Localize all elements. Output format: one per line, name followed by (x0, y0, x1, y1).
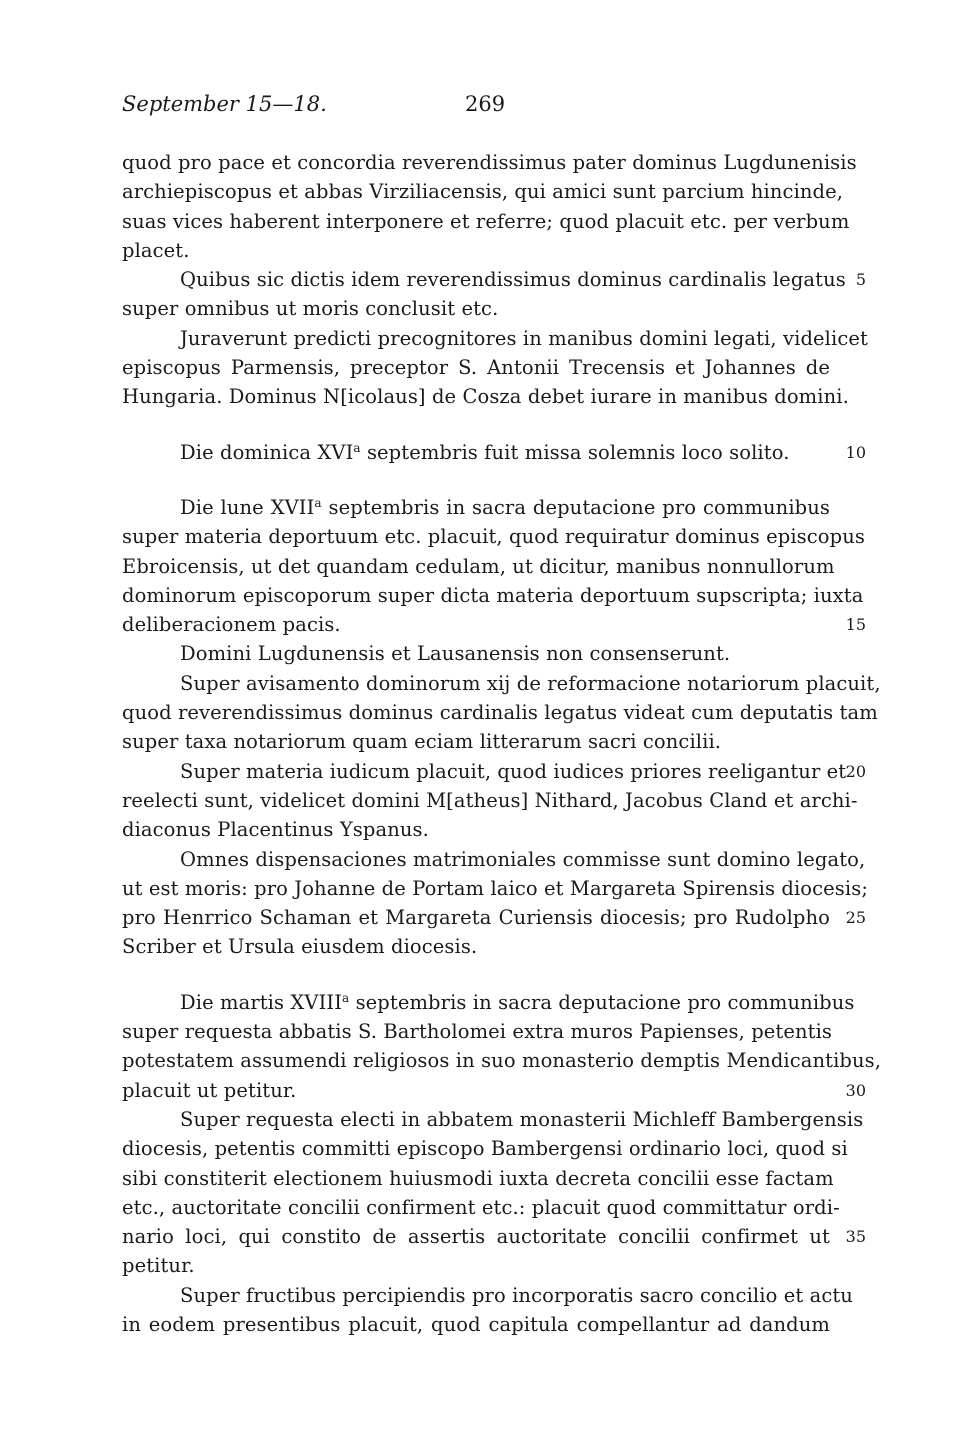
line-text: etc., auctoritate concilii confirment etc.: placuit quod committatur ordi- (122, 1195, 840, 1219)
paragraph-gap (122, 962, 830, 988)
line-number: 25 (845, 908, 866, 928)
line-text: Scriber et Ursula eiusdem diocesis. (122, 935, 478, 959)
text-line-row (122, 610, 866, 639)
text-line-row (122, 236, 830, 265)
text-line-row (122, 988, 855, 1017)
ordinal-superscript: a (342, 990, 350, 1005)
text-line-row (122, 698, 878, 727)
text-line (122, 727, 830, 756)
line-text: ut est moris: pro Johanne de Portam laico et Margareta Spirensis diocesis; (122, 876, 869, 900)
line-text: Die lune XVII (180, 495, 315, 519)
text-line (122, 786, 858, 815)
text-line (122, 207, 850, 236)
line-text: super requesta abbatis S. Bartholomei extra muros Papienses, petentis (122, 1020, 833, 1044)
text-line-row (122, 324, 868, 353)
text-line-row (122, 265, 866, 294)
line-text: archiepiscopus et abbas Virziliacensis, qui amici sunt parcium hincinde, (122, 180, 844, 204)
line-text: diocesis, petentis committi episcopo Bambergensi ordinario loci, quod si (122, 1137, 848, 1161)
line-text: deliberacionem pacis. (122, 613, 341, 637)
text-line-row (122, 1105, 864, 1134)
line-text: nario loci, qui constito de assertis auctoritate concilii confirmet ut (122, 1225, 830, 1249)
text-line-row (122, 1251, 830, 1280)
line-text: potestatem assumendi religiosos in suo monasterio demptis Mendicantibus, (122, 1049, 882, 1073)
text-line (122, 294, 830, 323)
text-line-row (122, 581, 864, 610)
text-line-row (122, 786, 858, 815)
line-number: 30 (845, 1080, 866, 1100)
line-text: placet. (122, 238, 190, 262)
text-line (122, 1281, 853, 1310)
text-line (122, 581, 864, 610)
line-text: Omnes dispensaciones matrimoniales commisse sunt domino legato, (180, 847, 866, 871)
running-header-title: September 15—18. (122, 92, 327, 116)
line-text: Die dominica XVI (180, 440, 354, 464)
line-text: Super fructibus percipiendis pro incorporatis sacro concilio et actu (180, 1283, 853, 1307)
text-line-row (122, 493, 830, 522)
line-text: pro Henrrico Schaman et Margareta Curiensis diocesis; pro Rudolpho (122, 906, 830, 930)
page-number: 269 (465, 92, 506, 116)
text-line-row (122, 382, 849, 411)
text-line-row (122, 757, 866, 786)
line-text: super omnibus ut moris conclusit etc. (122, 297, 499, 321)
line-text: Domini Lugdunensis et Lausanensis non consenserunt. (180, 642, 731, 666)
text-line (122, 1017, 833, 1046)
text-line-row (122, 932, 830, 961)
text-line-row (122, 522, 865, 551)
text-line (122, 1164, 834, 1193)
line-text: suas vices haberent interponere et referre; quod placuit etc. per verbum (122, 209, 850, 233)
text-line (122, 669, 881, 698)
line-text: quod pro pace et concordia reverendissimus pater dominus Lugdunenisis (122, 151, 857, 174)
text-line (122, 1222, 830, 1251)
text-line (122, 382, 849, 411)
text-line-row (122, 207, 850, 236)
line-number: 20 (845, 761, 866, 781)
ordinal-superscript: a (314, 495, 322, 510)
line-text: Super materia iudicum placuit, quod iudices priores reeligantur et (180, 759, 847, 783)
line-text-continued: septembris fuit missa solemnis loco solito. (360, 440, 790, 464)
text-line-row (122, 874, 869, 903)
text-line-row (122, 1076, 866, 1105)
text-line-row (122, 727, 830, 756)
line-text: Ebroicensis, ut det quandam cedulam, ut dicitur, manibus nonnullorum (122, 554, 835, 578)
text-line (122, 1193, 840, 1222)
line-text: diaconus Placentinus Yspanus. (122, 818, 429, 842)
text-line (122, 1251, 830, 1280)
running-header (122, 92, 830, 124)
text-line (122, 148, 857, 177)
ordinal-superscript: a (353, 440, 361, 455)
text-line (122, 932, 830, 961)
text-line (122, 988, 855, 1017)
line-text: sibi constiterit electionem huiusmodi iuxta decreta concilii esse factam (122, 1166, 834, 1190)
text-line-row (122, 438, 866, 467)
text-line-row (122, 552, 835, 581)
line-text: dominorum episcoporum super dicta materia deportuum supscripta; iuxta (122, 583, 864, 607)
line-text: Super requesta electi in abbatem monasterii Michleff Bambergensis (180, 1107, 864, 1131)
text-line-row (122, 1134, 848, 1163)
text-line (122, 1046, 882, 1075)
line-text: super materia deportuum etc. placuit, quod requiratur dominus episcopus (122, 525, 865, 549)
text-line (122, 698, 878, 727)
text-line (122, 353, 830, 382)
line-text: Hungaria. Dominus N[icolaus] de Cosza debet iurare in manibus domini. (122, 385, 849, 409)
text-line (122, 177, 844, 206)
line-text: placuit ut petitur. (122, 1078, 297, 1102)
line-text-continued: septembris in sacra deputacione pro communibus (349, 990, 855, 1014)
text-line-row (122, 1222, 866, 1251)
text-line (122, 610, 830, 639)
text-line (122, 845, 866, 874)
text-line-row (122, 353, 830, 382)
line-text: quod reverendissimus dominus cardinalis legatus videat cum deputatis tam (122, 701, 878, 725)
line-number: 15 (845, 615, 866, 635)
line-number: 35 (845, 1227, 866, 1247)
text-line-row (122, 669, 881, 698)
text-line (122, 522, 865, 551)
text-line (122, 324, 868, 353)
text-line (122, 757, 847, 786)
text-line-row (122, 148, 857, 177)
line-text: Juraverunt predicti precognitores in manibus domini legati, videlicet (180, 326, 868, 350)
line-text: super taxa notariorum quam eciam litterarum sacri concilii. (122, 730, 722, 754)
line-number: 5 (855, 270, 866, 290)
text-line (122, 815, 830, 844)
text-line-row (122, 1281, 853, 1310)
line-text: episcopus Parmensis, preceptor S. Antonii Trecensis et Johannes de (122, 356, 830, 380)
text-line-row (122, 903, 866, 932)
text-line (122, 265, 846, 294)
text-line (122, 1105, 864, 1134)
text-line (122, 493, 830, 522)
text-line-row (122, 639, 830, 668)
text-line-row (122, 1046, 882, 1075)
text-line-row (122, 177, 844, 206)
text-line (122, 1310, 830, 1339)
text-line (122, 1134, 848, 1163)
line-text: reelecti sunt, videlicet domini M[atheus] Nithard, Jacobus Cland et archi- (122, 788, 858, 812)
line-number: 10 (845, 442, 866, 462)
text-line-row (122, 845, 866, 874)
line-text-continued: septembris in sacra deputacione pro communibus (321, 495, 830, 519)
text-line-row (122, 1193, 840, 1222)
line-text: petitur. (122, 1254, 195, 1278)
line-text: Quibus sic dictis idem reverendissimus dominus cardinalis legatus (180, 268, 846, 292)
text-line-row (122, 1310, 830, 1339)
text-line (122, 639, 830, 668)
text-line (122, 1076, 830, 1105)
paragraph-gap (122, 467, 830, 493)
text-line (122, 903, 830, 932)
text-line-row (122, 294, 830, 323)
body-text (122, 148, 882, 1339)
text-line-row (122, 815, 830, 844)
text-line-row (122, 1164, 834, 1193)
paragraph-gap (122, 412, 830, 438)
text-line (122, 874, 869, 903)
text-line (122, 236, 830, 265)
line-text: Die martis XVIII (180, 990, 342, 1014)
line-text: Super avisamento dominorum xij de reformacione notariorum placuit, (180, 671, 881, 695)
line-text: in eodem presentibus placuit, quod capitula compellantur ad dandum (122, 1312, 830, 1336)
text-line (122, 552, 835, 581)
text-line (122, 438, 830, 467)
text-line-row (122, 1017, 833, 1046)
